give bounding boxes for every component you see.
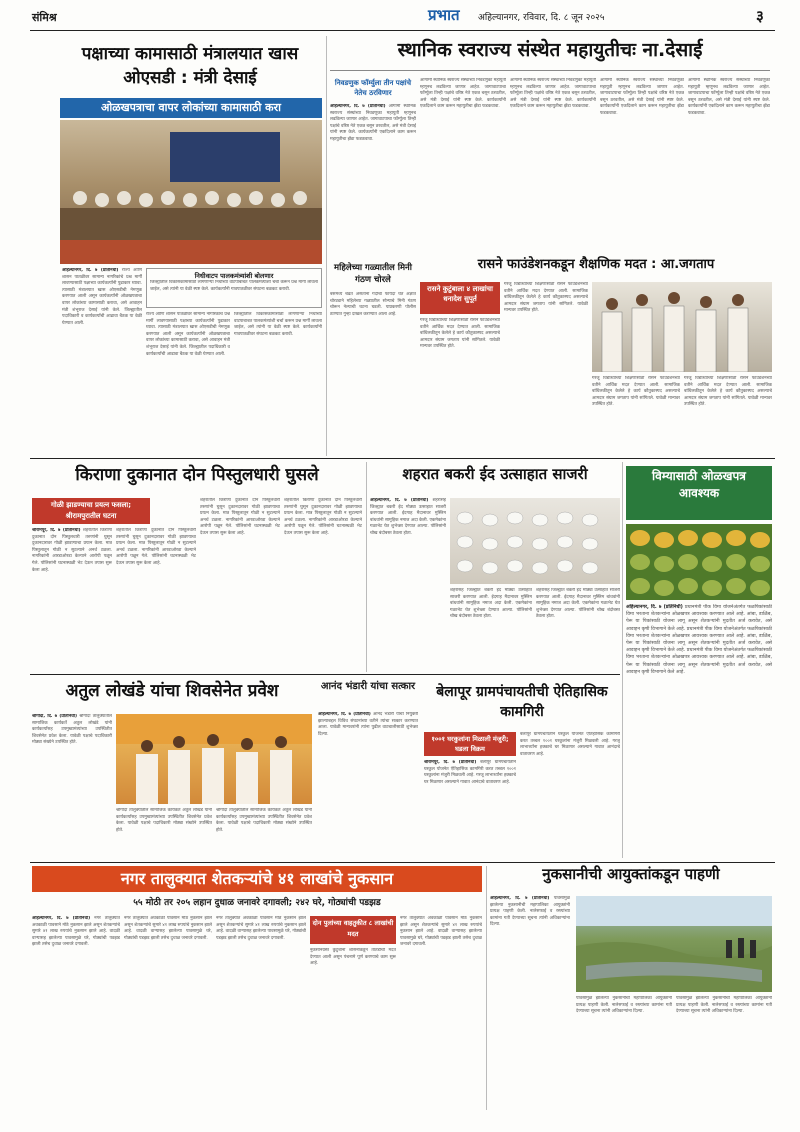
body-text: आनंद भंडारी यांची नियुक्ती झाल्याबद्दल विविध संघटनांच्या वतीने त्यांचा सत्कार करण्यात आला. यावेळी मान्यवरांनी त्यांना पुढील वाटचालीसाठी शुभेच्छा दिल्या. [318,712,418,737]
body-text: शहरातील किराणा दुकानात दोन पिस्तुलधारी तरुणांनी घुसून दुकानदारावर गोळी झाडण्याचा प्रयत्न केला. मात्र पिस्तुलातून गोळी न सुटल्याने अनर्थ टळला. नागरिकांनी आरडाओरडा केल्याने आरोपी पळून गेले. पोलिसांनी घटनास्थळी भेट देऊन तपास सुरू केला आहे. [284,498,362,536]
inset-title: निधीवाटप पालकमंत्र्यांशी बोलणार [194,272,274,280]
body-text: नगर तालुक्यात अवकाळी पावसाने मोठे नुकसान झाले असून शेतकऱ्यांचे सुमारे ४१ लाख रुपयांचे नुकसान झाले आहे. वादळी वाऱ्यासह झालेल्या पावसामुळे घरे, गोठ्यांची पडझड झाली तसेच दुधाळ जनावरे दगावली. [124,916,212,941]
story-inspection [490,866,772,883]
body-text: गरजू विद्यार्थ्यांच्या शिक्षणासाठी रासने फाउंडेशनच्या वतीने आर्थिक मदत देण्यात आली. सामाजिक बांधिलकीतून केलेले हे कार्य कौतुकास्पद असल्याचे आमदार संग्राम जगताप यांनी सांगितले. यावेळी मान्यवर उपस्थित होते. [420,318,500,350]
belapur-col2 [520,732,620,856]
rasne-col3 [592,376,680,450]
photo-eid [450,498,620,584]
body-text: पावसामुळे झालेल्या नुकसानीची महापालिका आयुक्तांनी प्रत्यक्ष पाहणी केली. नालेसफाई व रस्त्यांच्या कामांना गती देण्याच्या सूचना त्यांनी अधिकाऱ्यांना दिल्या. [576,996,672,1015]
story-eid [370,466,620,483]
body-text: बसमध्ये चढत असताना गर्दीचा फायदा घेत अज्ञात चोरट्याने महिलेच्या गळ्यातील सोन्याचे मिनी गंठण चोरून नेल्याची घटना घडली. याप्रकरणी पोलीस ठाण्यात गुन्हा दाखल करण्यात आला आहे. [330,292,416,317]
sub-headline-theft: महिलेच्या गळ्यातील मिनी गंठण चोरले [334,263,412,285]
photo-lokhande-svg [116,714,312,804]
story-body-col1 [62,268,142,452]
insurance-body [626,604,772,850]
story-body-col3 [234,312,322,452]
insurance-head-box: विम्यासाठी ओळखपत्र आवश्यक [626,466,772,520]
eid-col1 [370,498,446,666]
story2-col2 [420,78,506,248]
body-text: आगामी स्थानिक स्वराज्य संस्थांच्या निवडणुका महायुती म्हणूनच लढविल्या जाणार आहेत. जागावाटपाचा फॉर्म्युला तिन्ही पक्षांचे वरिष्ठ नेते एकत्र बसून ठरवतील, असे मंत्री देसाई यांनी स्पष्ट केले. कार्यकर्त्यांनी एकदिलाने काम करून महायुतीचा झेंडा फडकवावा. [420,78,506,110]
headline: पक्षाच्या कामासाठी मंत्रालयात खास ओएसडी : मंत्री देसाई [81,44,299,88]
story2-col4 [600,78,684,248]
loss-col2 [124,916,212,1106]
loss-col3 [216,916,306,1106]
body-text: श्रीगोंदा तालुक्यातील सामाजिक कार्यकर्ते अतुल लोखंडे यांनी कार्यकर्त्यांसह उपमुख्यमंत्र्यांच्या उपस्थितीत शिवसेनेत प्रवेश केला. यावेळी पक्षाचे पदाधिकारी मोठ्या संख्येने उपस्थित होते. [32,714,112,746]
loss-box-body [310,948,396,1106]
lokhande-col1 [32,714,112,854]
photo-meeting [60,120,322,264]
body-text: जिल्ह्यातील विकासकामांसाठी लागणाऱ्या निधीच्या वाटपाबाबत पालकमंत्र्यांशी चर्चा करून प्रश्न मार्गी लावला जाईल, असे त्यांनी या वेळी स्पष्ट केले. कार्यकर्त्यांनी गावपातळीवर संघटना बळकट करावी. [234,312,322,337]
lokhande-col2 [116,808,212,856]
photo-meeting-svg [60,120,322,264]
dateline: अहिल्यानगर, दि. ७ (प्रतिनिधी) [318,712,371,717]
pistol-col4 [284,498,362,668]
body-text: शहरातील किराणा दुकानात दोन पिस्तुलधारी तरुणांनी घुसून दुकानदारावर गोळी झाडण्याचा प्रयत्न केला. मात्र पिस्तुलातून गोळी न सुटल्याने अनर्थ टळला. नागरिकांनी आरडाओरडा केल्याने आरोपी पळून गेले. पोलिसांनी घटनास्थळी भेट देऊन तपास सुरू केला आहे. [32,528,112,573]
body-text: राज्य आणि शासन पातळीवर सामान्य नागरिकांचे प्रश्न मार्गी लावण्यासाठी पक्षाच्या कार्यकर्त्यांनी पुढाकार घ्यावा. त्यासाठी मंत्रालयात खास ओएसडीची नेमणूक करण्यात आली असून कार्यकर्त्यांनी ओळखपत्राचा वापर लोकांच्या कामासाठी करावा, असे आवाहन मंत्री शंभूराज देसाई यांनी केले. जिल्ह्यातील पदाधिकारी व कार्यकर्त्यांची आढावा बैठक या वेळी घेण्यात आली. [146,312,230,357]
loss-col1 [32,916,120,1106]
headline: शहरात बकरी ईद उत्साहात साजरी [402,465,588,483]
subhead-bar: ओळखपत्राचा वापर लोकांच्या कामासाठी करा [60,98,322,118]
dateline: अहिल्यानगर, दि. ७ (प्रतिनिधी) [626,605,683,610]
photo-mangoes [626,524,772,600]
story-mahayuti [330,40,770,61]
body-text: प्रधानमंत्री पीक विमा योजनेअंतर्गत फळपिकांसाठी विमा भरताना शेतकऱ्यांना ओळखपत्र आवश्यक करण्यात आले आहे. आंबा, डाळिंब, पेरू या पिकांसाठी योजना लागू असून शेतकऱ्यांनी मुदतीत अर्ज करावेत, असे आवाहन कृषी विभागाने केले आहे. [626,605,772,632]
headline: स्थानिक स्वराज्य संस्थेत महायुतीचः ना.देसाई [397,39,703,61]
photo-rasne [592,282,772,372]
eid-col2 [450,588,532,668]
page-number: ३ [756,7,764,25]
rasne-col1 [420,318,500,450]
dateline: अहिल्यानगर, दि. ७ (प्रतिनिधी) [32,916,91,921]
photo-mangoes-svg [626,524,772,600]
story-osd [60,42,320,90]
story-belapur [424,682,620,722]
dateline: श्रीरामपूर, दि. ७ (प्रतिनिधी) [32,528,81,533]
dateline: अहिल्यानगर, दि. ७ (प्रतिनिधी) [370,498,429,503]
body-text: शहरातील किराणा दुकानात दोन पिस्तुलधारी तरुणांनी घुसून दुकानदारावर गोळी झाडण्याचा प्रयत्न केला. मात्र पिस्तुलातून गोळी न सुटल्याने अनर्थ टळला. नागरिकांनी आरडाओरडा केल्याने आरोपी पळून गेले. पोलिसांनी घटनास्थळी भेट देऊन तपास सुरू केला आहे. [116,528,196,566]
photo-inspection [576,896,772,992]
story-rasne [420,258,772,272]
loss-headline-bar: नगर तालुक्यात शेतकऱ्यांचे ४१ लाखांचे नुकसान [32,866,482,892]
inspection-col2 [576,996,672,1106]
body-text: आगामी स्थानिक स्वराज्य संस्थांच्या निवडणुका महायुती म्हणूनच लढविल्या जाणार आहेत. जागावाटपाचा फॉर्म्युला तिन्ही पक्षांचे वरिष्ठ नेते एकत्र बसून ठरवतील, असे मंत्री देसाई यांनी स्पष्ट केले. कार्यकर्त्यांनी एकदिलाने काम करून महायुतीचा झेंडा फडकवावा. [688,78,770,116]
body-text-cont: प्रधानमंत्री पीक विमा योजनेअंतर्गत फळपिकांसाठी विमा भरताना शेतकऱ्यांना ओळखपत्र आवश्यक करण्यात आले आहे. आंबा, डाळिंब, पेरू या पिकांसाठी योजना लागू असून शेतकऱ्यांनी मुदतीत अर्ज करावेत, असे आवाहन कृषी विभागाने केले आहे. [626,626,772,654]
theft-body [330,292,416,452]
body-text: शहरासह जिल्ह्यात बकरी ईद मोठ्या उत्साहात साजरी करण्यात आली. ईदगाह मैदानावर मुस्लिम बांधवांनी सामूहिक नमाज अदा केली. एकमेकांना गळाभेट घेत शुभेच्छा देण्यात आल्या. पोलिसांनी चोख बंदोबस्त ठेवला होता. [450,588,532,620]
body-text: नगर तालुक्यात अवकाळी पावसाने मोठे नुकसान झाले असून शेतकऱ्यांचे सुमारे ४१ लाख रुपयांचे नुकसान झाले आहे. वादळी वाऱ्यासह झालेल्या पावसामुळे घरे, गोठ्यांची पडझड झाली तसेच दुधाळ जनावरे दगावली. [216,916,306,941]
body-text: आगामी स्थानिक स्वराज्य संस्थांच्या निवडणुका महायुती म्हणूनच लढविल्या जाणार आहेत. जागावाटपाचा फॉर्म्युला तिन्ही पक्षांचे वरिष्ठ नेते एकत्र बसून ठरवतील, असे मंत्री देसाई यांनी स्पष्ट केले. कार्यकर्त्यांनी एकदिलाने काम करून महायुतीचा झेंडा फडकवावा. [600,78,684,116]
inset-box [146,268,322,308]
body-text: पावसामुळे झालेल्या नुकसानीची महापालिका आयुक्तांनी प्रत्यक्ष पाहणी केली. नालेसफाई व रस्त्यांच्या कामांना गती देण्याच्या सूचना त्यांनी अधिकाऱ्यांना दिल्या. [676,996,772,1015]
body-text: पावसामुळे झालेल्या नुकसानीची महापालिका आयुक्तांनी प्रत्यक्ष पाहणी केली. नालेसफाई व रस्त्यांच्या कामांना गती देण्याच्या सूचना त्यांनी अधिकाऱ्यांना दिल्या. [490,896,570,928]
body-text: नगर तालुक्यात अवकाळी पावसाने मोठे नुकसान झाले असून शेतकऱ्यांचे सुमारे ४१ लाख रुपयांचे नुकसान झाले आहे. वादळी वाऱ्यासह झालेल्या पावसामुळे घरे, गोठ्यांची पडझड झाली तसेच दुधाळ जनावरे दगावली. [32,916,120,948]
body-text: नुकसानग्रस्त कुटुंबांना शासनाकडून तातडीची मदत देण्यात आली असून पंचनामे पूर्ण करण्याचे काम सुरू आहे. [310,948,396,967]
story2-col5 [688,78,770,248]
rasne-col2 [504,282,588,450]
body-text: राज्य आणि शासन पातळीवर सामान्य नागरिकांचे प्रश्न मार्गी लावण्यासाठी पक्षाच्या कार्यकर्त्यांनी पुढाकार घ्यावा. त्यासाठी मंत्रालयात खास ओएसडीची नेमणूक करण्यात आली असून कार्यकर्त्यांनी ओळखपत्राचा वापर लोकांच्या कामासाठी करावा, असे आवाहन मंत्री शंभूराज देसाई यांनी केले. जिल्ह्यातील पदाधिकारी व कार्यकर्त्यांची आढावा बैठक या वेळी घेण्यात आली. [62,268,142,326]
body-text: श्रीगोंदा तालुक्यातील सामाजिक कार्यकर्ते अतुल लोखंडे यांनी कार्यकर्त्यांसह उपमुख्यमंत्र्यांच्या उपस्थितीत शिवसेनेत प्रवेश केला. यावेळी पक्षाचे पदाधिकारी मोठ्या संख्येने उपस्थित होते. [216,808,312,833]
story2-col3 [510,78,596,248]
pistol-col1 [32,528,112,668]
headline: किराणा दुकानात दोन पिस्तुलधारी घुसले [75,465,319,485]
body-text: श्रीगोंदा तालुक्यातील सामाजिक कार्यकर्ते अतुल लोखंडे यांनी कार्यकर्त्यांसह उपमुख्यमंत्र्यांच्या उपस्थितीत शिवसेनेत प्रवेश केला. यावेळी पक्षाचे पदाधिकारी मोठ्या संख्येने उपस्थित होते. [116,808,212,833]
body-text: गरजू विद्यार्थ्यांच्या शिक्षणासाठी रासने फाउंडेशनच्या वतीने आर्थिक मदत देण्यात आली. सामाजिक बांधिलकीतून केलेले हे कार्य कौतुकास्पद असल्याचे आमदार संग्राम जगताप यांनी सांगितले. यावेळी मान्यवर उपस्थित होते. [684,376,772,408]
body-text: नगर तालुक्यात अवकाळी पावसाने मोठे नुकसान झाले असून शेतकऱ्यांचे सुमारे ४१ लाख रुपयांचे नुकसान झाले आहे. वादळी वाऱ्यासह झालेल्या पावसामुळे घरे, गोठ्यांची पडझड झाली तसेच दुधाळ जनावरे दगावली. [400,916,482,948]
loss-subhead: ५५ मोठी तर २०५ लहान दुधाळ जनावरे दगावली; २४२ घरे, गोठ्यांची पडझड [133,898,381,908]
belapur-col1 [424,760,516,856]
pistol-col2 [116,528,196,668]
headline: अतुल लोखंडे यांचा शिवसेनेत प्रवेश [65,681,279,701]
loss-col4 [400,916,482,1106]
inset-body: जिल्ह्यातील विकासकामांसाठी लागणाऱ्या निधीच्या वाटपाबाबत पालकमंत्र्यांशी चर्चा करून प्रश्न मार्गी लावला जाईल, असे त्यांनी या वेळी स्पष्ट केले. कार्यकर्त्यांनी गावपातळीवर संघटना बळकट करावी. [150,280,318,292]
story-lokhande [32,682,312,701]
dateline: श्रीगोंदा, दि. ७ (प्रतिनिधी) [32,714,77,719]
body-text: गरजू विद्यार्थ्यांच्या शिक्षणासाठी रासने फाउंडेशनच्या वतीने आर्थिक मदत देण्यात आली. सामाजिक बांधिलकीतून केलेले हे कार्य कौतुकास्पद असल्याचे आमदार संग्राम जगताप यांनी सांगितले. यावेळी मान्यवर उपस्थित होते. [592,376,680,408]
paper-logo: प्रभात [428,6,460,24]
pistol-box-head: गोळी झाडण्याचा प्रयत्न फसला; श्रीरामपुरातील घटना [32,498,150,524]
lokhande-col3 [216,808,312,856]
body-text: शहरासह जिल्ह्यात बकरी ईद मोठ्या उत्साहात साजरी करण्यात आली. ईदगाह मैदानावर मुस्लिम बांधवांनी सामूहिक नमाज अदा केली. एकमेकांना गळाभेट घेत शुभेच्छा देण्यात आल्या. पोलिसांनी चोख बंदोबस्त ठेवला होता. [536,588,620,620]
rasne-col4 [684,376,772,450]
edition-line: अहिल्यानगर, रविवार, दि. ८ जून २०२५ [478,13,605,23]
body-text: बेलापूर ग्रामपंचायतीने घरकुल योजनेत ऐतिहासिक कामगिरी करत तब्बल १००१ घरकुलांना मंजुरी मिळवली आहे. गरजू लाभार्थ्यांना हक्काचे घर मिळणार असल्याने गावात आनंदाचे वातावरण आहे. [520,732,620,757]
body-text: शहरासह जिल्ह्यात बकरी ईद मोठ्या उत्साहात साजरी करण्यात आली. ईदगाह मैदानावर मुस्लिम बांधवांनी सामूहिक नमाज अदा केली. एकमेकांना गळाभेट घेत शुभेच्छा देण्यात आल्या. पोलिसांनी चोख बंदोबस्त ठेवला होता. [370,498,446,536]
pistol-col3 [200,498,280,668]
dateline: अहिल्यानगर, दि. ७ (प्रतिनिधी) [62,268,119,273]
story-bhandari [318,680,418,694]
photo-eid-svg [450,498,620,584]
dateline: अहिल्यानगर, दि. ७ (प्रतिनिधी) [330,104,386,109]
story-body-col2 [146,312,230,452]
body-text: शहरातील किराणा दुकानात दोन पिस्तुलधारी तरुणांनी घुसून दुकानदारावर गोळी झाडण्याचा प्रयत्न केला. मात्र पिस्तुलातून गोळी न सुटल्याने अनर्थ टळला. नागरिकांनी आरडाओरडा केल्याने आरोपी पळून गेले. पोलिसांनी घटनास्थळी भेट देऊन तपास सुरू केला आहे. [200,498,280,536]
photo-rasne-svg [592,282,772,372]
eid-col3 [536,588,620,668]
body-text: आगामी स्थानिक स्वराज्य संस्थांच्या निवडणुका महायुती म्हणूनच लढविल्या जाणार आहेत. जागावाटपाचा फॉर्म्युला तिन्ही पक्षांचे वरिष्ठ नेते एकत्र बसून ठरवतील, असे मंत्री देसाई यांनी स्पष्ट केले. कार्यकर्त्यांनी एकदिलाने काम करून महायुतीचा झेंडा फडकवावा. [330,104,416,142]
col-subhead: निवडणुक फॉर्म्युला तीन पक्षांचे नेतेच ठरविणार [334,79,412,97]
dateline: श्रीरामपूर, दि. ७ (प्रतिनिधी) [424,760,477,765]
dateline: अहिल्यानगर, दि. ७ (प्रतिनिधी) [490,896,550,901]
inspection-col1 [490,896,570,1106]
section-label: संमिश्र [32,11,57,24]
inspection-col3 [676,996,772,1106]
body-text: गरजू विद्यार्थ्यांच्या शिक्षणासाठी रासने फाउंडेशनच्या वतीने आर्थिक मदत देण्यात आली. सामाजिक बांधिलकीतून केलेले हे कार्य कौतुकास्पद असल्याचे आमदार संग्राम जगताप यांनी सांगितले. यावेळी मान्यवर उपस्थित होते. [504,282,588,314]
story-pistol [32,466,362,485]
masthead [0,0,800,30]
story2-col1 [330,104,416,244]
rasne-box-head: रासने कुटुंबाला ४ लाखांचा धनादेश सुपूर्त [420,282,500,314]
body-text: आगामी स्थानिक स्वराज्य संस्थांच्या निवडणुका महायुती म्हणूनच लढविल्या जाणार आहेत. जागावाटपाचा फॉर्म्युला तिन्ही पक्षांचे वरिष्ठ नेते एकत्र बसून ठरवतील, असे मंत्री देसाई यांनी स्पष्ट केले. कार्यकर्त्यांनी एकदिलाने काम करून महायुतीचा झेंडा फडकवावा. [510,78,596,110]
body-text: बेलापूर ग्रामपंचायतीने घरकुल योजनेत ऐतिहासिक कामगिरी करत तब्बल १००१ घरकुलांना मंजुरी मिळवली आहे. गरजू लाभार्थ्यांना हक्काचे घर मिळणार असल्याने गावात आनंदाचे वातावरण आहे. [424,760,516,785]
bhandari-body [318,712,418,856]
loss-box-head: दोन पुलांच्या वाहतुकीत ८ लाखांची मदत [310,916,396,944]
headline: नुकसानीची आयुक्तांकडून पाहणी [542,865,720,883]
photo-lokhande [116,714,312,804]
photo-inspection-svg [576,896,772,992]
headline: बेलापूर ग्रामपंचायतीची ऐतिहासिक कामगिरी [436,684,608,720]
headline: आनंद भंडारी यांचा सत्कार [320,681,416,692]
belapur-box-head: १००१ घरकुलांना मिळाली मंजुरी; घडला विक्रम [424,732,516,756]
body-text-cont2: प्रधानमंत्री पीक विमा योजनेअंतर्गत फळपिकांसाठी विमा भरताना शेतकऱ्यांना ओळखपत्र आवश्यक करण्यात आले आहे. आंबा, डाळिंब, पेरू या पिकांसाठी योजना लागू असून शेतकऱ्यांनी मुदतीत अर्ज करावेत, असे आवाहन कृषी विभागाने केले आहे. [626,648,772,675]
headline: रासने फाउंडेशनकडून शैक्षणिक मदत : आ.जगताप [477,257,715,272]
